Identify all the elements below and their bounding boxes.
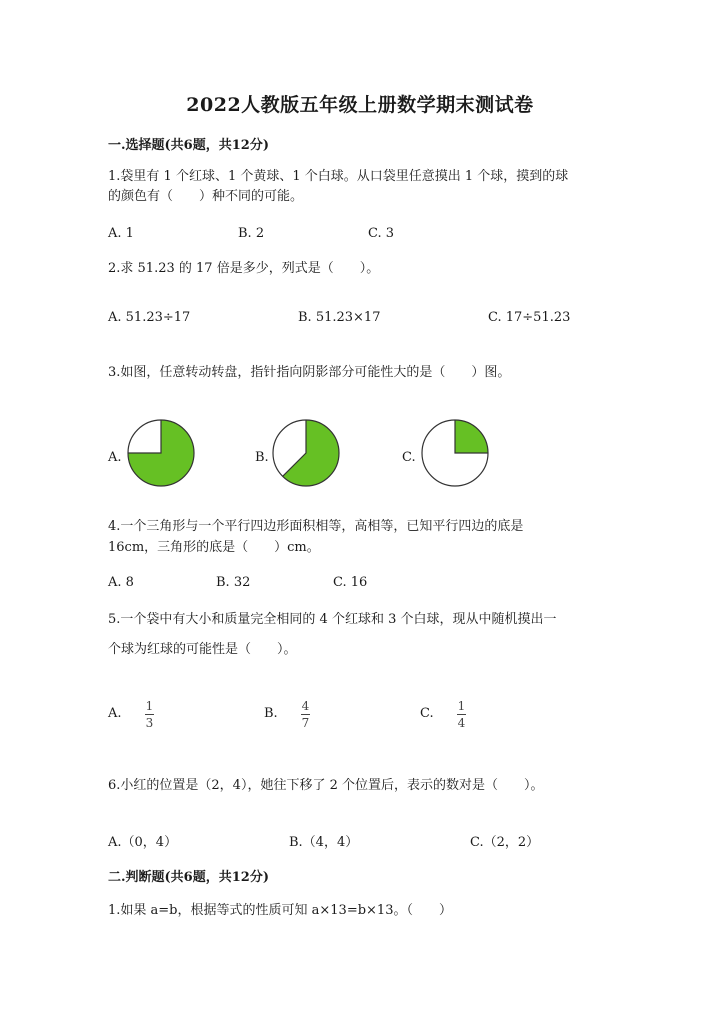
question-4-option-a: A. 8 — [108, 575, 134, 590]
question-5-label-a: A. — [108, 706, 122, 721]
section-heading-choice: 一.选择题(共6题，共12分) — [108, 138, 269, 153]
fraction-one-quarter — [457, 699, 466, 730]
question-3-label-b: B. — [255, 450, 269, 465]
question-2-option-b: B. 51.23×17 — [298, 310, 381, 325]
question-6-option-a: A.（0，4） — [108, 835, 178, 850]
question-1-line-2: 的颜色有（ ）种不同的可能。 — [108, 189, 304, 204]
spinner-b — [271, 418, 341, 488]
spinner-c — [420, 418, 490, 488]
judgment-question-1: 1.如果 a=b，根据等式的性质可知 a×13=b×13。（ ） — [108, 903, 452, 918]
fraction-one-third — [145, 699, 154, 730]
question-5-label-c: C. — [420, 706, 434, 721]
question-3-label-c: C. — [402, 450, 416, 465]
question-6-option-b: B.（4，4） — [289, 835, 359, 850]
section-heading-judgment: 二.判断题(共6题，共12分) — [108, 870, 269, 885]
page-title: 2022人教版五年级上册数学期末测试卷 — [186, 94, 534, 116]
fraction-four-sevenths — [301, 699, 310, 730]
question-4-line-1: 4.一个三角形与一个平行四边形面积相等，高相等，已知平行四边的底是 — [108, 519, 524, 534]
fraction-numerator: 1 — [145, 699, 154, 713]
question-5-label-b: B. — [264, 706, 278, 721]
question-4-option-b: B. 32 — [216, 575, 251, 590]
fraction-denominator: 4 — [457, 716, 466, 730]
question-1-option-c: C. 3 — [368, 226, 395, 241]
question-6-option-c: C.（2，2） — [470, 835, 540, 850]
spinner-b-shaded-sector — [283, 420, 339, 486]
question-2-option-c: C. 17÷51.23 — [488, 310, 571, 325]
question-1-line-1: 1.袋里有 1 个红球、1 个黄球、1 个白球。从口袋里任意摸出 1 个球，摸到的球 — [108, 169, 569, 184]
question-5-line-1: 5.一个袋中有大小和质量完全相同的 4 个红球和 3 个白球，现从中随机摸出一 — [108, 612, 557, 627]
question-4-option-c: C. 16 — [333, 575, 368, 590]
question-5-line-2: 个球为红球的可能性是（ ）。 — [108, 642, 297, 657]
question-1-option-a: A. 1 — [108, 226, 134, 241]
question-3-line-1: 3.如图，任意转动转盘，指针指向阴影部分可能性大的是（ ）图。 — [108, 365, 511, 380]
fraction-numerator: 4 — [301, 699, 310, 713]
spinner-a — [126, 418, 196, 488]
question-2-line-1: 2.求 51.23 的 17 倍是多少，列式是（ ）。 — [108, 261, 380, 276]
fraction-denominator: 7 — [301, 716, 310, 730]
question-1-option-b: B. 2 — [238, 226, 265, 241]
fraction-denominator: 3 — [145, 716, 154, 730]
question-4-line-2: 16cm，三角形的底是（ ）cm。 — [108, 540, 320, 555]
fraction-numerator: 1 — [457, 699, 466, 713]
question-2-option-a: A. 51.23÷17 — [108, 310, 191, 325]
question-3-label-a: A. — [108, 450, 122, 465]
question-6-line-1: 6.小红的位置是（2，4），她往下移了 2 个位置后，表示的数对是（ ）。 — [108, 778, 544, 793]
